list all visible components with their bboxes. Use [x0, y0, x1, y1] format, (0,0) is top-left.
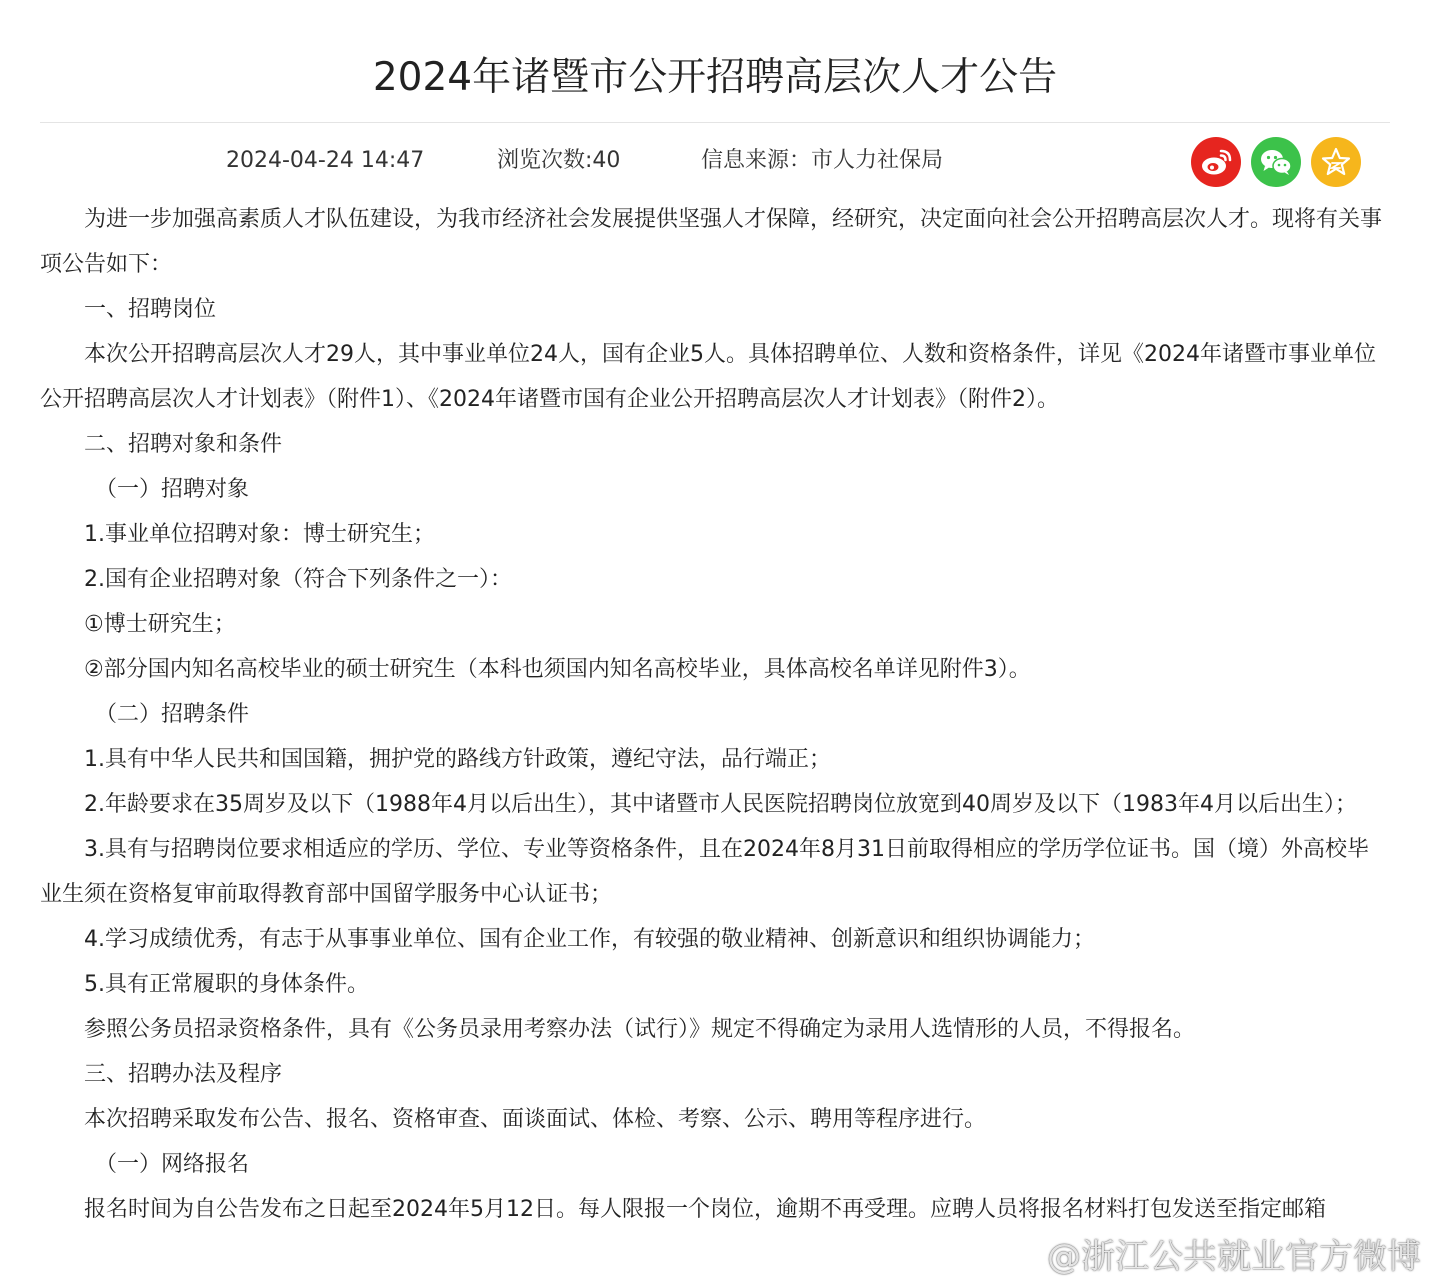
- share-buttons: [1191, 137, 1361, 187]
- info-source: 信息来源：市人力社保局: [701, 148, 944, 173]
- section-heading: 三、招聘办法及程序: [84, 1062, 283, 1087]
- paragraph: ①博士研究生；: [84, 612, 236, 637]
- favorite-star-icon: [1320, 146, 1352, 178]
- paragraph: 2.年龄要求在35周岁及以下（1988年4月以后出生），其中诸暨市人民医院招聘岗位放宽到40周岁及以下（1983年4月以后出生）；: [84, 792, 1357, 817]
- section-heading: 一、招聘岗位: [84, 297, 217, 322]
- subsection-heading: （一）网络报名: [95, 1152, 250, 1177]
- paragraph: 5.具有正常履职的身体条件。: [84, 972, 369, 997]
- article-page: [40, 0, 1390, 1285]
- paragraph: 4.学习成绩优秀，有志于从事事业单位、国有企业工作，有较强的敬业精神、创新意识和组织协调能力；: [84, 927, 1095, 952]
- paragraph: 1.具有中华人民共和国国籍，拥护党的路线方针政策，遵纪守法，品行端正；: [84, 747, 831, 772]
- subsection-heading: （一）招聘对象: [95, 477, 250, 502]
- title-divider: [40, 122, 1390, 123]
- paragraph: 参照公务员招录资格条件，具有《公务员录用考察办法（试行）》规定不得确定为录用人选情形的人员，不得报名。: [84, 1017, 1196, 1042]
- paragraph: 为进一步加强高素质人才队伍建设，为我市经济社会发展提供坚强人才保障，经研究，决定面向社会公开招聘高层次人才。现将有关事项公告如下：: [40, 207, 1383, 277]
- wechat-icon: [1259, 147, 1293, 177]
- weibo-watermark: @浙江公共就业官方微博: [1047, 1237, 1421, 1277]
- weibo-icon: [1199, 147, 1233, 177]
- paragraph: 报名时间为自公告发布之日起至2024年5月12日。每人限报一个岗位，逾期不再受理。应聘人员将报名材料打包发送至指定邮箱: [84, 1197, 1326, 1222]
- paragraph: ②部分国内知名高校毕业的硕士研究生（本科也须国内知名高校毕业，具体高校名单详见附件3）。: [84, 657, 1031, 682]
- paragraph: 3.具有与招聘岗位要求相适应的学历、学位、专业等资格条件，且在2024年8月31日前取得相应的学历学位证书。国（境）外高校毕业生须在资格复审前取得教育部中国留学服务中心认证书；: [40, 837, 1369, 907]
- paragraph: 1.事业单位招聘对象：博士研究生；: [84, 522, 435, 547]
- paragraph: 2.国有企业招聘对象（符合下列条件之一）：: [84, 567, 512, 592]
- share-wechat-button[interactable]: [1251, 137, 1301, 187]
- page-title: 2024年诸暨市公开招聘高层次人才公告: [372, 55, 1058, 100]
- paragraph: 本次公开招聘高层次人才29人，其中事业单位24人，国有企业5人。具体招聘单位、人数和资格条件，详见《2024年诸暨市事业单位公开招聘高层次人才计划表》（附件1）、《2024年诸暨市国有企业公开招聘高层次人才计划表》（附件2）。: [40, 342, 1376, 412]
- view-count: 浏览次数:40: [497, 148, 621, 173]
- article-body: [40, 197, 1390, 1232]
- share-weibo-button[interactable]: [1191, 137, 1241, 187]
- publish-date: 2024-04-24 14:47: [226, 148, 425, 173]
- favorite-button[interactable]: [1311, 137, 1361, 187]
- paragraph: 本次招聘采取发布公告、报名、资格审查、面谈面试、体检、考察、公示、聘用等程序进行。: [84, 1107, 987, 1132]
- article-meta: [40, 140, 1390, 182]
- section-heading: 二、招聘对象和条件: [84, 432, 283, 457]
- subsection-heading: （二）招聘条件: [95, 702, 250, 727]
